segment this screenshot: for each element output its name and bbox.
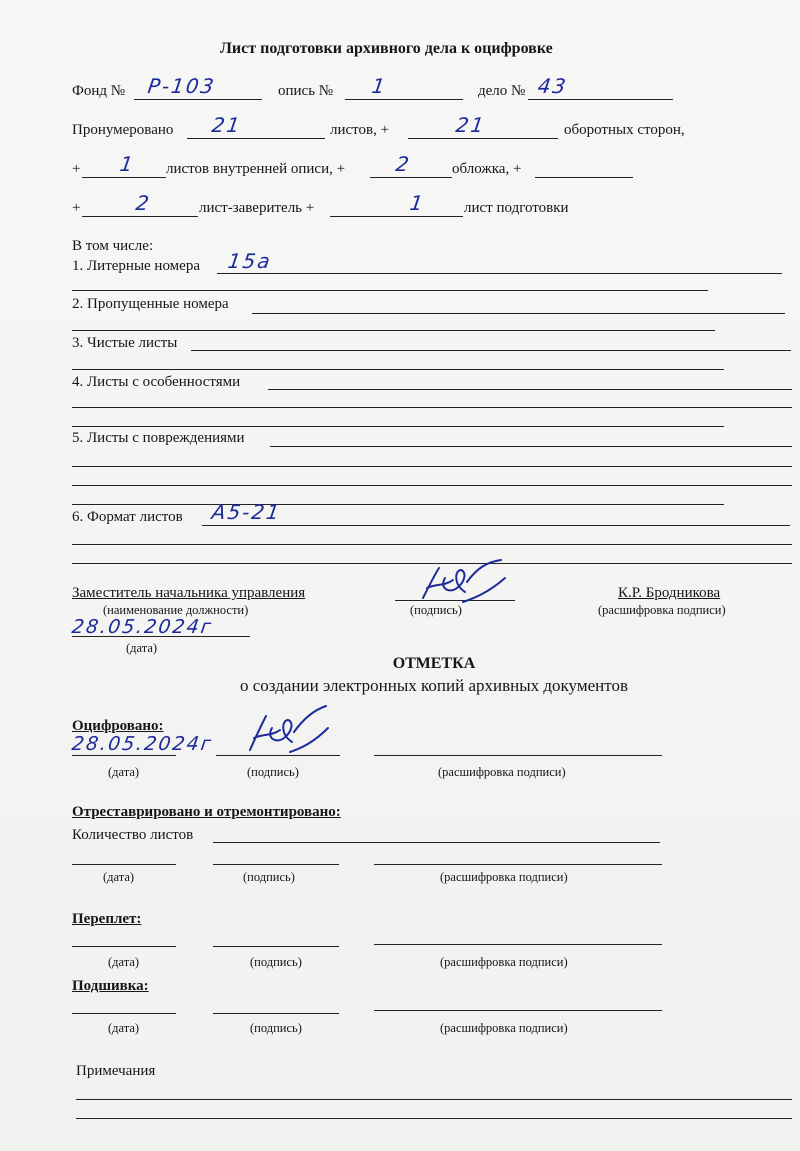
binding-date-caption: (дата) xyxy=(108,955,140,969)
approver-signature-caption: (подпись) xyxy=(410,603,462,617)
numbered-reverse-line xyxy=(408,138,558,139)
case-value: 43 xyxy=(536,74,570,98)
digitized-date-line xyxy=(72,755,176,756)
stitching-name-line xyxy=(374,1010,662,1011)
numbered-sheets-line xyxy=(187,138,325,139)
literal-numbers-label: 1. Литерные номера xyxy=(72,258,200,274)
restored-name-caption: (расшифровка подписи) xyxy=(440,870,568,884)
mark-subtitle: о создании электронных копий архивных документов xyxy=(240,676,628,695)
binding-name-line xyxy=(374,944,662,945)
inventory-line xyxy=(345,99,463,100)
approver-name: К.Р. Бродникова xyxy=(618,585,721,601)
fund-label: Фонд № xyxy=(72,83,126,99)
cover-line xyxy=(370,177,452,178)
stitching-label: Подшивка: xyxy=(72,978,149,994)
numbered-label: Пронумеровано xyxy=(72,122,174,138)
stitching-date-caption: (дата) xyxy=(108,1021,140,1035)
stitching-signature-caption: (подпись) xyxy=(250,1021,302,1035)
approver-position-caption: (наименование должности) xyxy=(103,603,249,617)
notes-label: Примечания xyxy=(76,1063,156,1079)
digitized-label: Оцифровано: xyxy=(72,718,164,734)
literal-numbers-value: 15а xyxy=(226,249,274,273)
binding-label: Переплет: xyxy=(72,911,142,927)
format-line xyxy=(202,525,790,526)
notes-line2 xyxy=(76,1118,792,1119)
restored-count-label: Количество листов xyxy=(72,827,194,843)
restored-label: Отреставрировано и отремонтировано: xyxy=(72,804,341,820)
damaged-sheets-label: 5. Листы с повреждениями xyxy=(72,430,245,446)
stitching-name-caption: (расшифровка подписи) xyxy=(440,1021,568,1035)
missing-numbers-line2 xyxy=(72,330,715,331)
mark-title: ОТМЕТКА xyxy=(392,655,476,672)
cover-label: обложка, + xyxy=(452,161,522,177)
stitching-signature-line xyxy=(213,1013,339,1014)
digitized-date-caption: (дата) xyxy=(108,765,140,779)
digitized-name-caption: (расшифровка подписи) xyxy=(438,765,566,779)
digitized-signature xyxy=(236,704,336,760)
binding-date-line xyxy=(72,946,176,947)
damaged-sheets-line3 xyxy=(72,485,792,486)
approver-name-caption: (расшифровка подписи) xyxy=(598,603,726,617)
approval-date-value: 28.05.2024г xyxy=(70,616,215,638)
restored-name-line xyxy=(374,864,662,865)
digitized-date-value: 28.05.2024г xyxy=(70,733,215,755)
binding-signature-caption: (подпись) xyxy=(250,955,302,969)
notes-line1 xyxy=(76,1099,792,1100)
prep-sheet-value: 1 xyxy=(408,191,427,215)
format-value: А5-21 xyxy=(210,500,283,524)
case-label: дело № xyxy=(478,83,526,99)
blank-sheets-line2 xyxy=(72,369,724,370)
damaged-sheets-line xyxy=(270,446,792,447)
approval-date-line xyxy=(72,636,250,637)
certifier-line xyxy=(82,216,198,217)
certifier-value: 2 xyxy=(134,191,153,215)
numbered-reverse-label: оборотных сторон, xyxy=(564,122,685,138)
page-title: Лист подготовки архивного дела к оцифровке xyxy=(220,40,553,57)
blank-sheets-line xyxy=(191,350,791,351)
special-sheets-line xyxy=(268,389,792,390)
prep-sheet-label: лист подготовки xyxy=(464,200,569,216)
numbered-sheets-label: листов, + xyxy=(330,122,390,138)
numbered-reverse-value: 21 xyxy=(454,113,488,137)
numbered-sheets-value: 21 xyxy=(210,113,244,137)
inventory-label: опись № xyxy=(278,83,334,99)
damaged-sheets-line4 xyxy=(72,504,724,505)
digitized-name-line xyxy=(374,755,662,756)
literal-numbers-line2 xyxy=(72,290,708,291)
inner-inventory-line xyxy=(82,177,166,178)
damaged-sheets-line2 xyxy=(72,466,792,467)
prep-sheet-line xyxy=(330,216,463,217)
fund-value: Р-103 xyxy=(146,74,218,98)
special-sheets-line2 xyxy=(72,407,792,408)
stitching-date-line xyxy=(72,1013,176,1014)
row3-plus: + xyxy=(72,161,81,177)
literal-numbers-line xyxy=(217,273,782,274)
format-line2 xyxy=(72,544,792,545)
format-label: 6. Формат листов xyxy=(72,509,183,525)
cover-value: 2 xyxy=(394,152,413,176)
binding-signature-line xyxy=(213,946,339,947)
restored-date-line xyxy=(72,864,176,865)
digitized-signature-caption: (подпись) xyxy=(247,765,299,779)
special-sheets-line3 xyxy=(72,426,724,427)
inner-inventory-value: 1 xyxy=(118,152,137,176)
case-line xyxy=(528,99,673,100)
restored-count-line xyxy=(213,842,660,843)
including-label: В том числе: xyxy=(72,238,154,254)
binding-name-caption: (расшифровка подписи) xyxy=(440,955,568,969)
fund-line xyxy=(134,99,262,100)
restored-signature-caption: (подпись) xyxy=(243,870,295,884)
approval-date-caption: (дата) xyxy=(126,641,158,655)
restored-date-caption: (дата) xyxy=(103,870,135,884)
row3-extra-line xyxy=(535,177,633,178)
inventory-value: 1 xyxy=(370,74,389,98)
restored-signature-line xyxy=(213,864,339,865)
missing-numbers-label: 2. Пропущенные номера xyxy=(72,296,229,312)
special-sheets-label: 4. Листы с особенностями xyxy=(72,374,241,390)
missing-numbers-line xyxy=(252,313,785,314)
approver-position: Заместитель начальника управления xyxy=(72,585,306,601)
certifier-label: лист-заверитель + xyxy=(199,200,315,216)
inner-inventory-label: листов внутренней описи, + xyxy=(166,161,346,177)
blank-sheets-label: 3. Чистые листы xyxy=(72,335,178,351)
row4-plus: + xyxy=(72,200,81,216)
